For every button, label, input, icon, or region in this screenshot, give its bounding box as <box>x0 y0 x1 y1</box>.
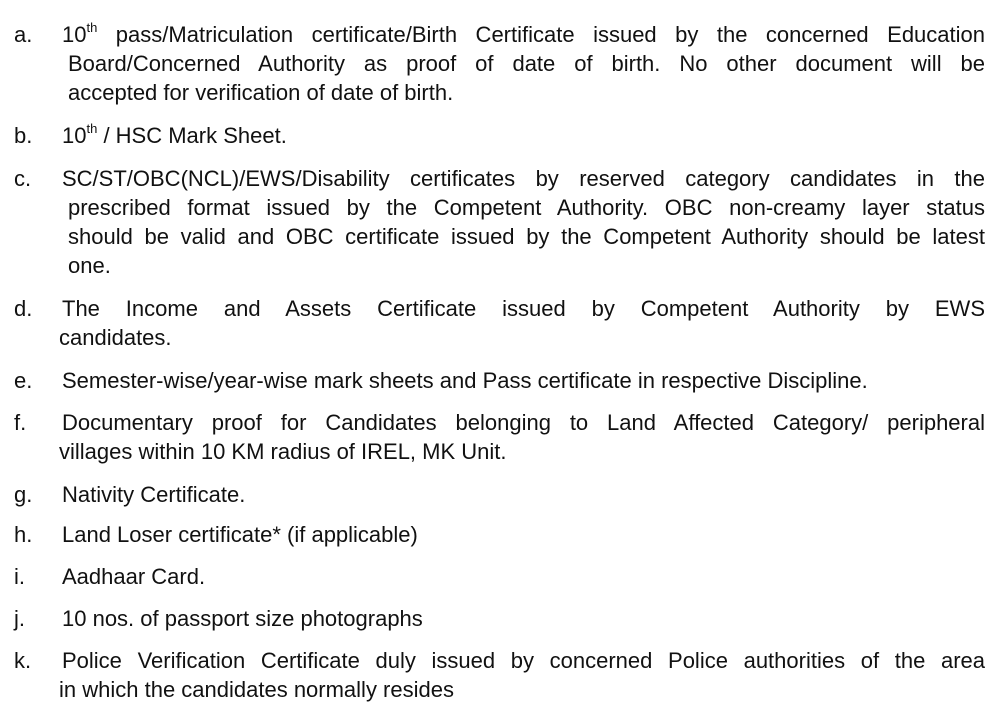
list-item-text <box>59 408 985 466</box>
text-line: one. <box>68 253 111 278</box>
text-line: 10th / HSC Mark Sheet. <box>62 120 287 148</box>
list-item-text <box>62 480 985 509</box>
list-item-text <box>62 520 985 549</box>
list-item-text <box>59 646 985 704</box>
text-line: 10th pass/Matriculation certificate/Birth Certificate issued by the concerned Education <box>62 19 985 47</box>
list-marker: d. <box>14 296 33 321</box>
list-marker: g. <box>14 482 33 507</box>
list-item-text <box>59 294 985 352</box>
text-line: prescribed format issued by the Competent Authority. OBC non-creamy layer status <box>68 195 985 220</box>
list-marker: k. <box>14 648 32 673</box>
text-line: Documentary proof for Candidates belonging to Land Affected Category/ peripheral <box>62 410 985 435</box>
list-marker: c. <box>14 166 32 191</box>
list-marker: f. <box>14 410 27 435</box>
text-line: Police Verification Certificate duly issued by concerned Police authorities of the area <box>62 648 985 673</box>
list-marker: h. <box>14 522 33 547</box>
text-line: Semester-wise/year-wise mark sheets and Pass certificate in respective Discipline. <box>62 368 868 393</box>
text-line: Nativity Certificate. <box>62 482 246 507</box>
list-item-text <box>62 20 985 107</box>
list-marker: i. <box>14 564 25 589</box>
text-line: SC/ST/OBC(NCL)/EWS/Disability certificates by reserved category candidates in the <box>62 166 985 191</box>
list-marker: j. <box>14 606 25 631</box>
text-line: in which the candidates normally resides <box>59 677 454 702</box>
text-line: candidates. <box>59 325 172 350</box>
list-item-text <box>62 164 985 280</box>
text-line: villages within 10 KM radius of IREL, MK Unit. <box>59 439 507 464</box>
text-line: Board/Concerned Authority as proof of date of birth. No other document will be <box>68 51 985 76</box>
list-item-text <box>62 366 985 395</box>
text-line: accepted for verification of date of birth. <box>68 80 454 105</box>
text-line: Land Loser certificate* (if applicable) <box>62 522 418 547</box>
text-line: should be valid and OBC certificate issued by the Competent Authority should be latest <box>68 224 985 249</box>
list-marker: a. <box>14 22 33 47</box>
list-item-text <box>62 121 985 150</box>
text-line: The Income and Assets Certificate issued by Competent Authority by EWS <box>62 296 985 321</box>
list-marker: b. <box>14 123 33 148</box>
list-item-text <box>62 604 985 633</box>
text-line: Aadhaar Card. <box>62 564 206 589</box>
list-marker: e. <box>14 368 33 393</box>
list-item-text <box>62 562 985 591</box>
text-line: 10 nos. of passport size photographs <box>62 606 423 631</box>
